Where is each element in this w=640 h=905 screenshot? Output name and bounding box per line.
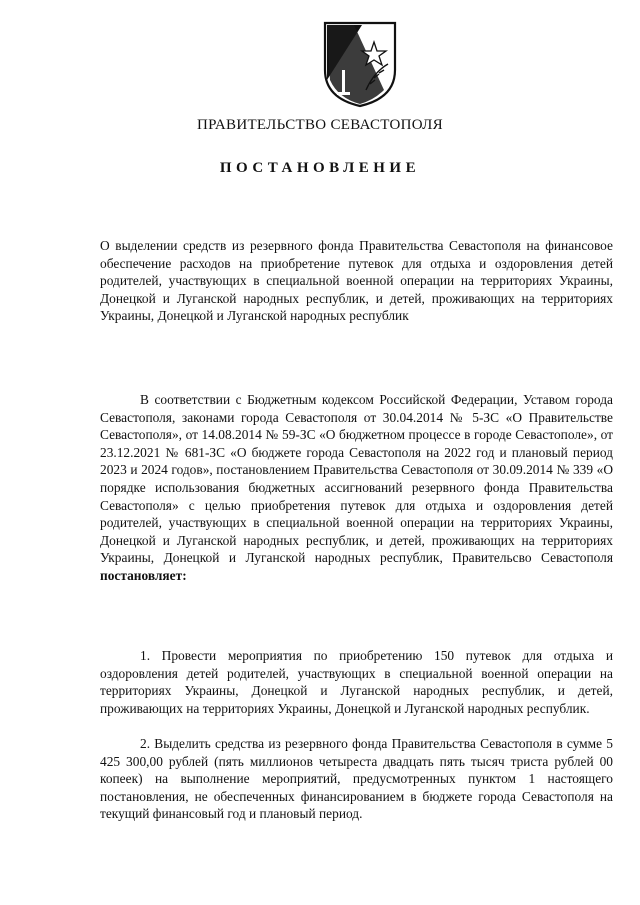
- decree-item-1: 1. Провести мероприятия по приобретению 150 путевок для отдыха и оздоровления детей родителей, участвующих в специальной военной операции на территориях Украины, Донецкой и Луганской народных республик, и детей, проживающих на территориях Украины, Донецкой и Луганской народных республик.: [100, 648, 613, 716]
- government-name: ПРАВИТЕЛЬСТВО СЕВАСТОПОЛЯ: [197, 117, 443, 133]
- sevastopol-coat-of-arms-icon: [322, 20, 398, 108]
- decree-word: постановляет:: [100, 567, 187, 583]
- document-subject: О выделении средств из резервного фонда Правительства Севастополя на финансовое обеспечение расходов на приобретение путевок для отдыха и оздоровления детей родителей, участвующих в специальной военной операции на территориях Украины, Донецкой и Луганской народных республик, и детей, проживающих на территориях Украины, Донецкой и Луганской народных республик: [100, 238, 613, 324]
- preamble-text: В соответствии с Бюджетным кодексом Российской Федерации, Уставом города Севастополя, законами города Севастополя от 30.04.2014 № 5-ЗС «О Правительстве Севастополя», от 14.08.2014 № 59-ЗС «О бюджетном процессе в городе Севастополе», от 23.12.2021 № 681-ЗС «О бюджете города Севастополя на 2022 год и плановый период 2023 и 2024 годов», постановлением Правительства Севастополя от 30.09.2014 № 339 «О порядке использования бюджетных ассигнований резервного фонда Правительства Севастополя» с целью приобретения путевок для отдыха и оздоровления детей родителей, участвующих в специальной военной операции на территориях Украины, Донецкой и Луганской народных республик, и детей, проживающих на территориях Украины, Донецкой и Луганской народных республик, Правительсво Севастополя: [100, 392, 613, 566]
- document-type-title: ПОСТАНОВЛЕНИЕ: [219, 160, 421, 176]
- preamble-paragraph: [100, 391, 613, 585]
- decree-item-2: 2. Выделить средства из резервного фонда Правительства Севастополя в сумме 5 425 300,00 рублей (пять миллионов четыреста двадцать пять тысяч триста рублей 00 копеек) на выполнение мероприятий, предусмотренных пунктом 1 настоящего постановления, не обеспеченных финансированием в бюджете города Севастополя на текущий финансовый год и плановый период.: [100, 736, 613, 822]
